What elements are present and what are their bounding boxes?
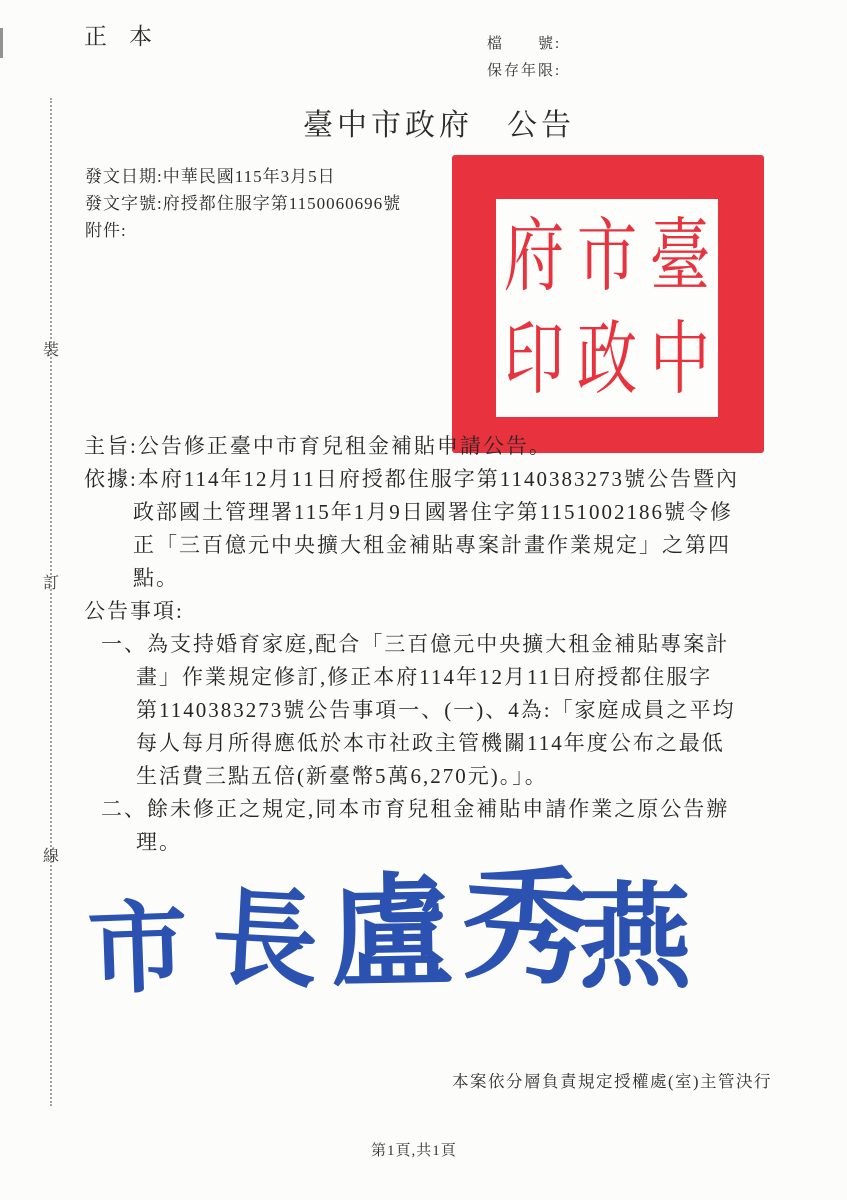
basis-line: 依據:本府114年12月11日府授都住服字第1140383273號公告暨內 — [84, 467, 739, 491]
item2-line: 二、餘未修正之規定,同本市育兒租金補貼申請作業之原公告辦 — [101, 797, 730, 821]
seal-char-shi: 市 — [576, 212, 638, 301]
seal-char-fu: 府 — [504, 212, 565, 301]
official-seal — [452, 155, 764, 453]
authorization-note: 本案依分層負責規定授權處(室)主管決行 — [452, 1072, 772, 1091]
signature-char: 市 — [86, 892, 190, 1007]
binding-mark-zhuang: 裝 — [43, 342, 60, 359]
original-copy-label: 正本 — [84, 24, 174, 49]
binding-dotted-line — [50, 98, 52, 1106]
seal-inner-face — [496, 199, 718, 417]
basis-line: 點。 — [133, 566, 179, 590]
basis-line: 政部國土管理署115年1月9日國署住字第1151002186號令修 — [133, 500, 733, 524]
item2-line: 理。 — [136, 830, 182, 854]
doc-number-line: 發文字號:府授都住服字第1150060696號 — [85, 194, 402, 213]
seal-char-yin: 印 — [504, 315, 565, 404]
signature-char: 秀 — [457, 854, 593, 1003]
binding-mark-xian: 線 — [43, 848, 60, 865]
item1-line: 一、為支持婚育家庭,配合「三百億元中央擴大租金補貼專案計 — [101, 632, 730, 656]
seal-char-tai: 臺 — [649, 212, 710, 301]
signature-char: 燕 — [578, 875, 693, 1002]
document-title: 臺中市政府 公告 — [303, 109, 575, 142]
subject-line: 主旨:公告修正臺中市育兒租金補貼申請公告。 — [84, 434, 552, 458]
attachment-line: 附件: — [85, 221, 127, 240]
item1-line: 每人每月所得應低於本市社政主管機關114年度公布之最低 — [136, 731, 725, 755]
issue-date-line: 發文日期:中華民國115年3月5日 — [85, 167, 336, 186]
signature-char: 盧 — [328, 865, 454, 1004]
basis-line: 正「三百億元中央擴大租金補貼專案計畫作業規定」之第四 — [133, 533, 731, 557]
signature-char: 長 — [209, 879, 322, 1002]
item1-line: 生活費三點五倍(新臺幣5萬6,270元)。」。 — [136, 764, 548, 788]
item1-line: 畫」作業規定修訂,修正本府114年12月11日府授都住服字 — [136, 665, 713, 689]
seal-char-zheng: 政 — [576, 315, 638, 404]
retention-period-label: 保存年限: — [487, 63, 562, 79]
binding-mark-ding: 訂 — [43, 575, 60, 592]
item1-line: 第1140383273號公告事項一、(一)、4為:「家庭成員之平均 — [136, 698, 736, 722]
seal-char-zhong: 中 — [649, 315, 710, 404]
scan-edge-artifact — [0, 28, 3, 58]
file-number-label: 檔 號: — [487, 36, 562, 52]
page-number: 第1頁,共1頁 — [371, 1143, 457, 1159]
announcement-items-header: 公告事項: — [84, 599, 184, 623]
